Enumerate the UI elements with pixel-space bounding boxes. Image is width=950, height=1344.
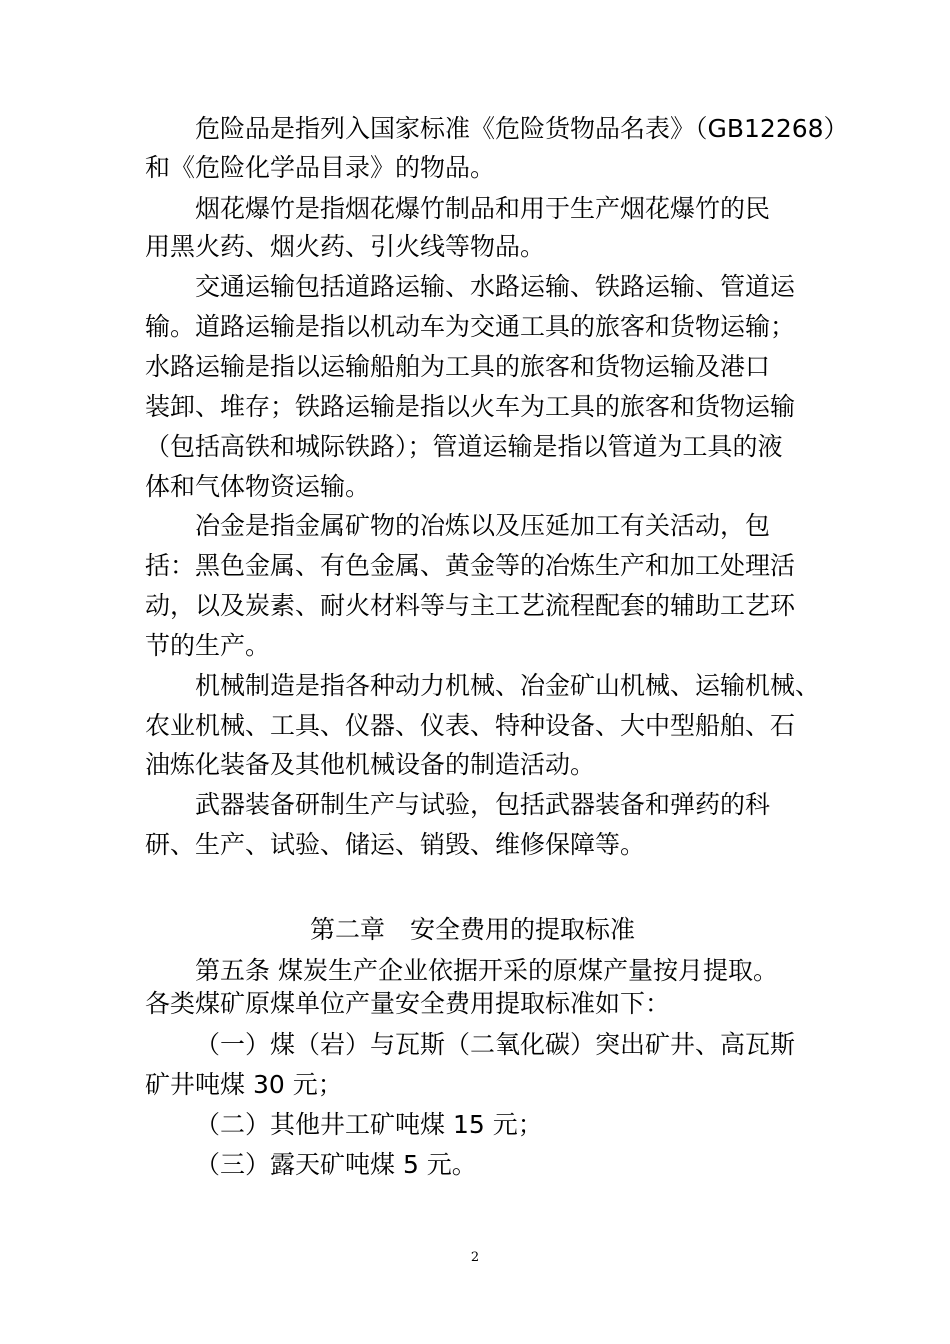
paragraph-weapons-line-2: 研、生产、试验、储运、销毁、维修保障等。	[145, 830, 646, 859]
paragraph-weapons-line-1: 武器装备研制生产与试验，包括武器装备和弹药的科	[195, 790, 771, 819]
paragraph-fireworks-line-1: 烟花爆竹是指烟花爆竹制品和用于生产烟花爆竹的民	[195, 194, 771, 223]
paragraph-machinery-line-1: 机械制造是指各种动力机械、冶金矿山机械、运输机械、	[195, 671, 821, 700]
article-line-1: 第五条 煤炭生产企业依据开采的原煤产量按月提取。	[195, 956, 778, 985]
paragraph-dangerous-goods-line-2: 和《危险化学品目录》的物品。	[145, 153, 496, 182]
paragraph-machinery-line-3: 油炼化装备及其他机械设备的制造活动。	[145, 750, 596, 779]
paragraph-dangerous-goods-line-1: 危险品是指列入国家标准《危险货物品名表》（GB12268）	[195, 114, 849, 143]
paragraph-transport-line-5: （包括高铁和城际铁路）；管道运输是指以管道为工具的液	[145, 432, 783, 461]
page-number: 2	[470, 1250, 480, 1265]
list-item-1-line-1: （一）煤（岩）与瓦斯（二氧化碳）突出矿井、高瓦斯	[195, 1030, 796, 1059]
paragraph-transport-line-4: 装卸、堆存；铁路运输是指以火车为工具的旅客和货物运输	[145, 392, 796, 421]
paragraph-transport-line-2: 输。道路运输是指以机动车为交通工具的旅客和货物运输；	[145, 312, 796, 341]
list-item-1-line-2: 矿井吨煤 30 元；	[145, 1070, 343, 1099]
list-item-2: （二）其他井工矿吨煤 15 元；	[195, 1110, 543, 1139]
paragraph-transport-line-3: 水路运输是指以运输船舶为工具的旅客和货物运输及港口	[145, 352, 771, 381]
chapter-heading: 第二章 安全费用的提取标准	[310, 915, 636, 944]
paragraph-metallurgy-line-1: 冶金是指金属矿物的冶炼以及压延加工有关活动，包	[195, 511, 771, 540]
paragraph-machinery-line-2: 农业机械、工具、仪器、仪表、特种设备、大中型船舶、石	[145, 711, 796, 740]
list-item-3: （三）露天矿吨煤 5 元。	[195, 1150, 477, 1179]
paragraph-metallurgy-line-2: 括：黑色金属、有色金属、黄金等的冶炼生产和加工处理活	[145, 551, 796, 580]
article-line-2: 各类煤矿原煤单位产量安全费用提取标准如下：	[145, 989, 671, 1018]
paragraph-transport-line-1: 交通运输包括道路运输、水路运输、铁路运输、管道运	[195, 272, 796, 301]
paragraph-transport-line-6: 体和气体物资运输。	[145, 472, 371, 501]
paragraph-metallurgy-line-3: 动，以及炭素、耐火材料等与主工艺流程配套的辅助工艺环	[145, 591, 796, 620]
paragraph-fireworks-line-2: 用黑火药、烟火药、引火线等物品。	[145, 232, 546, 261]
paragraph-metallurgy-line-4: 节的生产。	[145, 631, 271, 660]
